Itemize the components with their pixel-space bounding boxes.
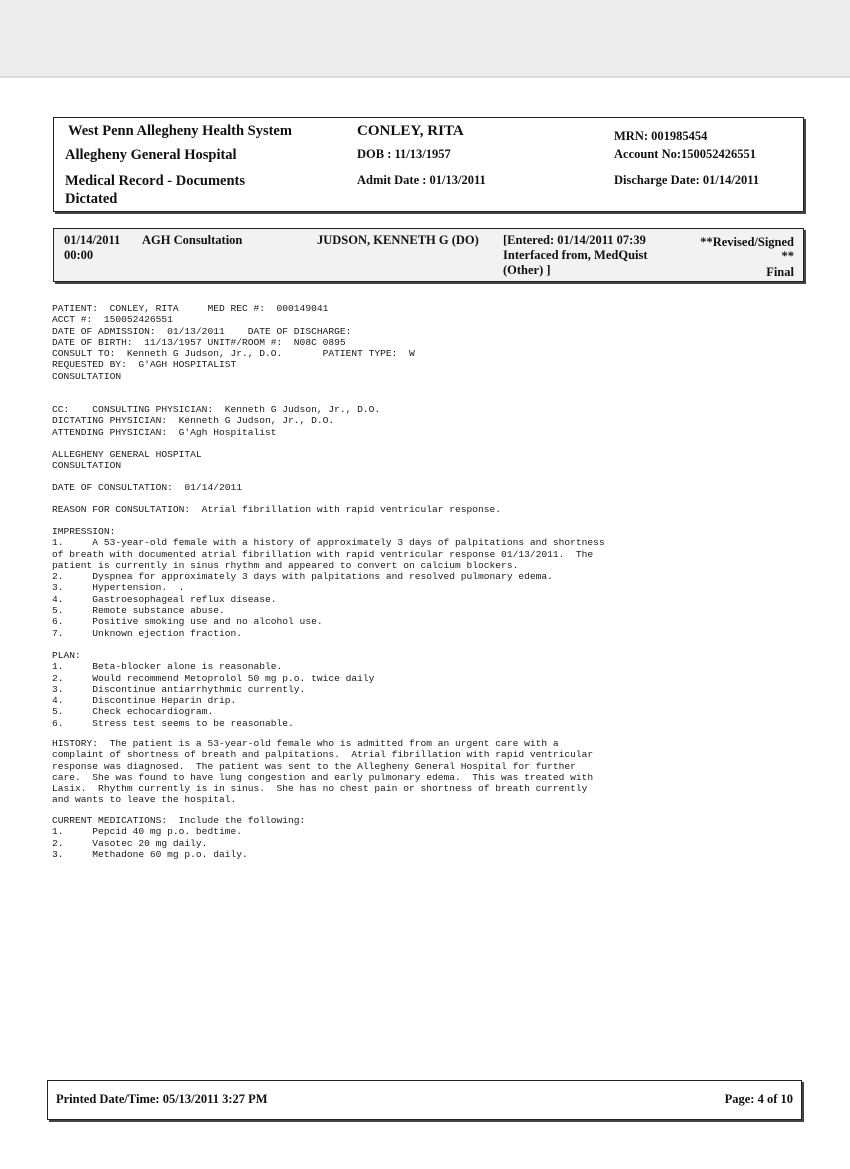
entry-document-type: AGH Consultation — [142, 233, 243, 247]
record-header — [53, 117, 804, 212]
history-section: HISTORY: The patient is a 53-year-old female who is admitted from an urgent care with a complaint of shortness of breath and palpitations. Atrial fibrillation with rapid ventricular response was diagnosed. The patient was sent to the Allegheny General Hospital for further care. She was found to have lung congestion and early pulmonary edema. This was treated with Lasix. Rhythm currently is in sinus. She has no chest pain or shortness of breath currently and wants to leave the hospital. — [52, 738, 594, 806]
consultation-date: DATE OF CONSULTATION: 01/14/2011 — [52, 482, 242, 493]
org-system-name: West Penn Allegheny Health System — [68, 123, 292, 139]
entry-time: 00:00 — [64, 248, 94, 262]
document-entry — [53, 228, 804, 282]
entry-status-line1: **Revised/Signed — [700, 235, 794, 249]
date-of-birth: DOB : 11/13/1957 — [357, 147, 451, 161]
entry-date: 01/14/2011 — [64, 233, 121, 247]
plan-section: PLAN: 1. Beta-blocker alone is reasonable. 2. Would recommend Metoprolol 50 mg p.o. twice daily 3. Discontinue antiarrhythmic currently. 4. Discontinue Heparin drip. 5. Check echocardiogram. 6. Stress test seems to be reasonable. — [52, 650, 375, 729]
entry-entered-line1: [Entered: 01/14/2011 07:39 — [503, 233, 646, 247]
current-medications-section: CURRENT MEDICATIONS: Include the following: 1. Pepcid 40 mg p.o. bedtime. 2. Vasotec 20 mg daily. 3. Methadone 60 mg p.o. daily. — [52, 815, 306, 860]
record-type: Medical Record - Documents — [65, 173, 245, 189]
entry-entered-line3: (Other) ] — [503, 263, 551, 277]
entry-entered-line2: Interfaced from, MedQuist — [503, 248, 648, 262]
patient-name: CONLEY, RITA — [357, 123, 464, 139]
entry-status-line2: ** — [781, 249, 794, 263]
account-number: Account No:150052426551 — [614, 147, 757, 161]
mrn: MRN: 001985454 — [614, 129, 708, 143]
discharge-date: Discharge Date: 01/14/2011 — [614, 173, 760, 187]
consultation-reason: REASON FOR CONSULTATION: Atrial fibrillation with rapid ventricular response. — [52, 504, 502, 515]
record-subtype: Dictated — [65, 191, 118, 207]
entry-author: JUDSON, KENNETH G (DO) — [317, 233, 479, 247]
hospital-consultation-heading: ALLEGHENY GENERAL HOSPITAL CONSULTATION — [52, 449, 202, 472]
entry-status-line3: Final — [766, 265, 794, 279]
scan-top-margin — [0, 0, 850, 76]
print-footer — [47, 1080, 802, 1120]
hospital-name: Allegheny General Hospital — [65, 147, 237, 163]
page-number: Page: 4 of 10 — [724, 1092, 793, 1106]
patient-demographics: PATIENT: CONLEY, RITA MED REC #: 000149041 ACCT #: 150052426551 DATE OF ADMISSION: 01/13/2011 DATE OF DISCHARGE: DATE OF BIRTH: 11/13/1957 UNIT#/ROOM #: N08C 0895 CONSULT TO: Kenneth G Judson, Jr., D.O. PATIENT TYPE: W REQUESTED BY: G'AGH HOSPITALIST CONSULTATION — [52, 303, 415, 382]
impression-section: IMPRESSION: 1. A 53-year-old female with a history of approximately 3 days of palpitations and shortness of breath with documented atrial fibrillation with rapid ventricular response 01/13/2011. The patient is currently in sinus rhythm and appeared to convert on calcium blockers. 2. Dyspnea for approximately 3 days with palpitations and resolved pulmonary edema. 3. Hypertension. . 4. Gastroesophageal reflux disease. 5. Remote substance abuse. 6. Positive smoking use and no alcohol use. 7. Unknown ejection fraction. — [52, 526, 605, 639]
admit-date: Admit Date : 01/13/2011 — [357, 173, 486, 187]
printed-date-time: Printed Date/Time: 05/13/2011 3:27 PM — [56, 1092, 268, 1106]
physicians-list: CC: CONSULTING PHYSICIAN: Kenneth G Judson, Jr., D.O. DICTATING PHYSICIAN: Kenneth G Judson, Jr., D.O. ATTENDING PHYSICIAN: G'Agh Hospitalist — [52, 404, 381, 438]
